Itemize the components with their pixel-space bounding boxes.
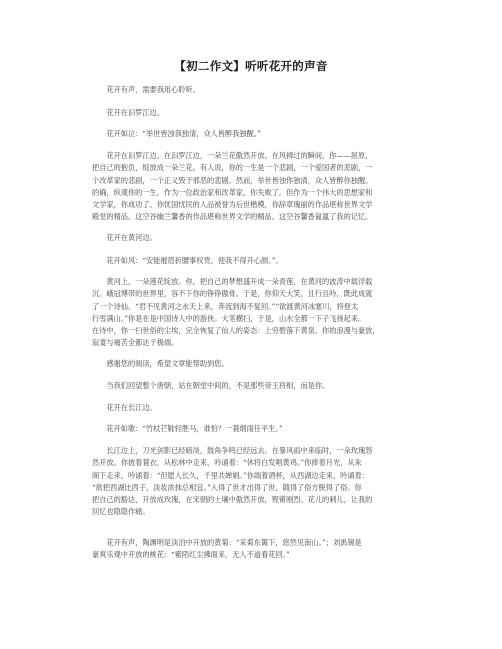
paragraph-9: 当我们回望整个唐朝，站在朝堂中间的，不是那些帝王将相，而是你。 [92,381,330,390]
paragraph-10: 花开在长江边。 [92,403,157,412]
paragraph-5: 花开在黄河边。 [92,233,157,242]
paragraph-1: 花开有声，需要我用心聆听。 [92,85,200,94]
paragraph-3: 花开如泣：“举世皆浊我独清，众人皆醉我独醒。” [92,129,262,138]
paragraph-7: 黄河上，一朵莲花绽放。你，把自己的梦想盛开成一朵青莲，在黄河的波涛中载浮载 沉。峨冠博带的世界里，容不下你的铮铮傲骨。于是，你仰天大笑，且行且吟，既此成就 了一个诗仙。“君不见黄河之水天上来，奔流到海不复回。”“欲渡黄河冰塞川，将登太 行雪满山。”你是在是中国诗人中的游侠。大笔横扫，于是，山水全都一下子飞扬起来。 在诗中，你一扫世俗的尘埃，完全恢复了仙人的姿态：上穷碧落下黄泉。你的浪漫与豪放， 寂寞与痛苦全都达于极端。 [92,277,380,348]
document-title: 【初二作文】听听花开的声音 [174,59,328,73]
paragraph-13: 花开有声，陶渊明是淡泊中开放的黄菊：“采菊东篱下，悠然见南山。”；刘禹锡是 豪爽乐观中开放的桃花：“紫陌红尘拂面来，无人不道看花回。” [92,538,362,560]
paragraph-12: 长江边上，刀光剑影已经暗淡，鼓角争鸣已经远去。在暴风雨中来临时，一朵玫瑰怒 然开放。你披着蓑衣，从松林中走来，吟诵着：“休将白发唱黄鸡。”你捧着月光，从朱 阁下走来，吟诵着：“但愿人长久，千里共婵娟。”你端着酒杯，从西湖边走来，吟诵着： “欲把西湖比西子，淡妆浓抹总相宜。”入得了世才出得了世，随得了俗方脱得了俗。你 把自己的豁达，开放成玫瑰，在宋朝的土壤中傲然开放，铿锵刚烈。花儿的刺儿，让我的 回忆也隐隐作痛。 [92,446,373,517]
paragraph-6: 花开如风：“安能摧眉折腰事权贵，使我不得开心颜。”。 [92,256,283,265]
paragraph-4: 花开在汩罗江边。在汩罗江边，一朵兰花傲然开放。在风拂过的瞬间，你——屈原， 把自己的抱负，绽放成一朵兰花。有人说，你的一生是一个悲剧，一个爱国者的悲剧，一 个改革家的悲剧，一个正义毁于邪恶的悲剧。然而，举世皆浊你独清，众人皆醉你独醒。 的确，纵观你的一生，作为一位政治家和改革家，你失败了。但作为一个伟大的思想家和 文学家，你成功了。你忧国忧民的人品被誉为后世楷模，你辞章瑰丽的作品堪称世界文学 殿堂的精品。这空谷幽兰馨香的作品堪称世界文学的精品。这空谷馨香氤氲了我的记忆。 [92,151,373,222]
paragraph-2: 花开在汩罗江边。 [92,108,164,117]
paragraph-11: 花开如歌：“竹杖芒鞋轻胜马，谁怕？一蓑烟雨任平生。” [92,424,283,433]
paragraph-8: 感谢您的阅读，希望文章能帮助到您。 [92,359,229,368]
